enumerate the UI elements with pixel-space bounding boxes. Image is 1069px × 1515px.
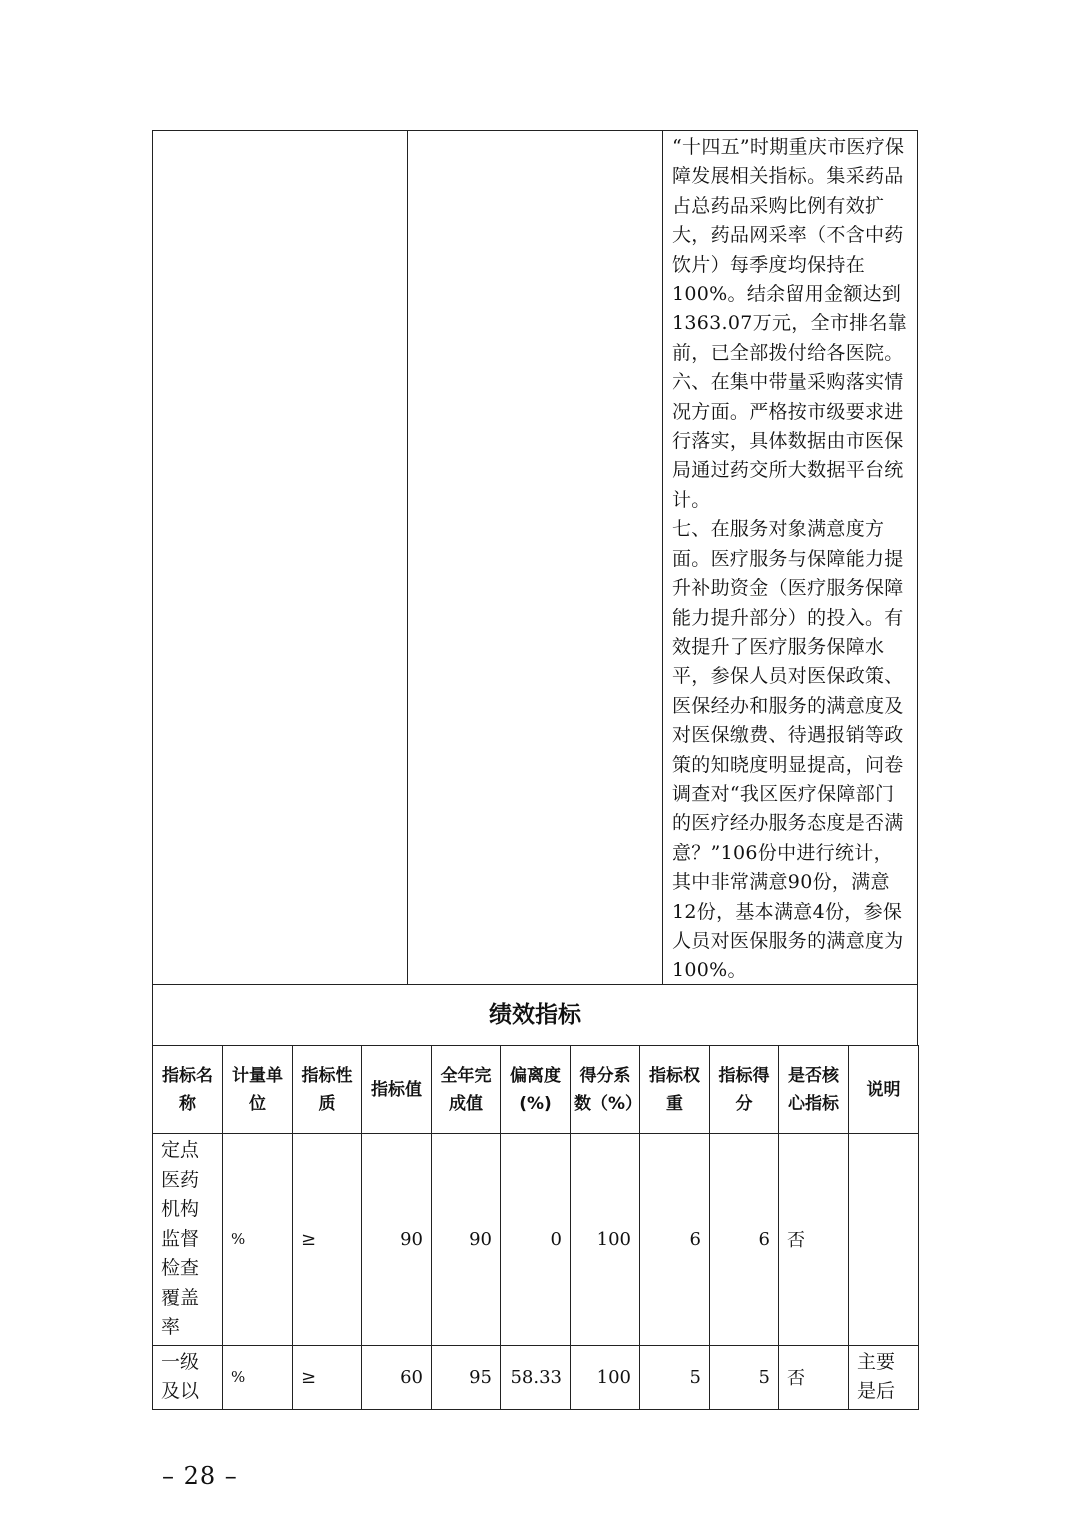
upper-table-section [152, 130, 918, 985]
table-row [153, 1134, 919, 1346]
cell-weight: 5 [640, 1345, 710, 1409]
header-indicator-name: 指标名称 [153, 1046, 223, 1134]
header-actual-value: 全年完成值 [432, 1046, 501, 1134]
paragraph-satisfaction: 七、在服务对象满意度方面。医疗服务与保障能力提升补助资金（医疗服务保障能力提升部分）的投入。有效提升了医疗服务保障水平，参保人员对医保政策、医保经办和服务的满意度及对医保缴费、待遇报销等政策的知晓度明显提高，问卷调查对“我区医疗保障部门的医疗经办服务态度是否满意？”106份中进行统计，其中非常满意90份，满意12份，基本满意4份，参保人员对医保服务的满意度为100%。 [672, 518, 904, 982]
cell-unit: % [223, 1345, 293, 1409]
cell-core: 否 [779, 1134, 849, 1346]
header-core-indicator: 是否核心指标 [779, 1046, 849, 1134]
upper-column-3 [663, 131, 917, 984]
cell-note [849, 1134, 919, 1346]
cell-nature: ≥ [293, 1134, 362, 1346]
cell-deviation: 0 [501, 1134, 571, 1346]
cell-actual: 90 [432, 1134, 501, 1346]
paragraph-procurement: 六、在集中带量采购落实情况方面。严格按市级要求进行落实，具体数据由市医保局通过药交所大数据平台统计。 [672, 371, 904, 511]
cell-deviation: 58.33 [501, 1345, 571, 1409]
cell-weight: 6 [640, 1134, 710, 1346]
upper-column-2 [408, 131, 663, 984]
header-coefficient: 得分系数（%） [571, 1046, 640, 1134]
paragraph-indicators: “十四五”时期重庆市医疗保障发展相关指标。集采药品占总药品采购比例有效扩大，药品网采率（不含中药饮片）每季度均保持在100%。结余留用金额达到1363.07万元，全市排名靠前，已全部拨付给各医院。 [672, 136, 908, 364]
cell-score: 5 [710, 1345, 779, 1409]
cell-note: 主要是后 [849, 1345, 919, 1409]
upper-column-1 [153, 131, 408, 984]
cell-target: 60 [362, 1345, 432, 1409]
cell-actual: 95 [432, 1345, 501, 1409]
cell-nature: ≥ [293, 1345, 362, 1409]
header-target-value: 指标值 [362, 1046, 432, 1134]
cell-target: 90 [362, 1134, 432, 1346]
table-row [153, 1345, 919, 1409]
header-score: 指标得分 [710, 1046, 779, 1134]
cell-core: 否 [779, 1345, 849, 1409]
header-weight: 指标权重 [640, 1046, 710, 1134]
cell-name: 一级及以 [153, 1345, 223, 1409]
cell-score: 6 [710, 1134, 779, 1346]
header-nature: 指标性质 [293, 1046, 362, 1134]
page-number: – 28 – [162, 1462, 238, 1490]
header-note: 说明 [849, 1046, 919, 1134]
header-unit: 计量单位 [223, 1046, 293, 1134]
cell-coefficient: 100 [571, 1134, 640, 1346]
performance-table [152, 1045, 919, 1410]
cell-name: 定点医药机构监督检查覆盖率 [153, 1134, 223, 1346]
performance-title: 绩效指标 [152, 984, 918, 1046]
header-deviation: 偏离度(%) [501, 1046, 571, 1134]
cell-unit: % [223, 1134, 293, 1346]
table-header-row [153, 1046, 919, 1134]
cell-coefficient: 100 [571, 1345, 640, 1409]
